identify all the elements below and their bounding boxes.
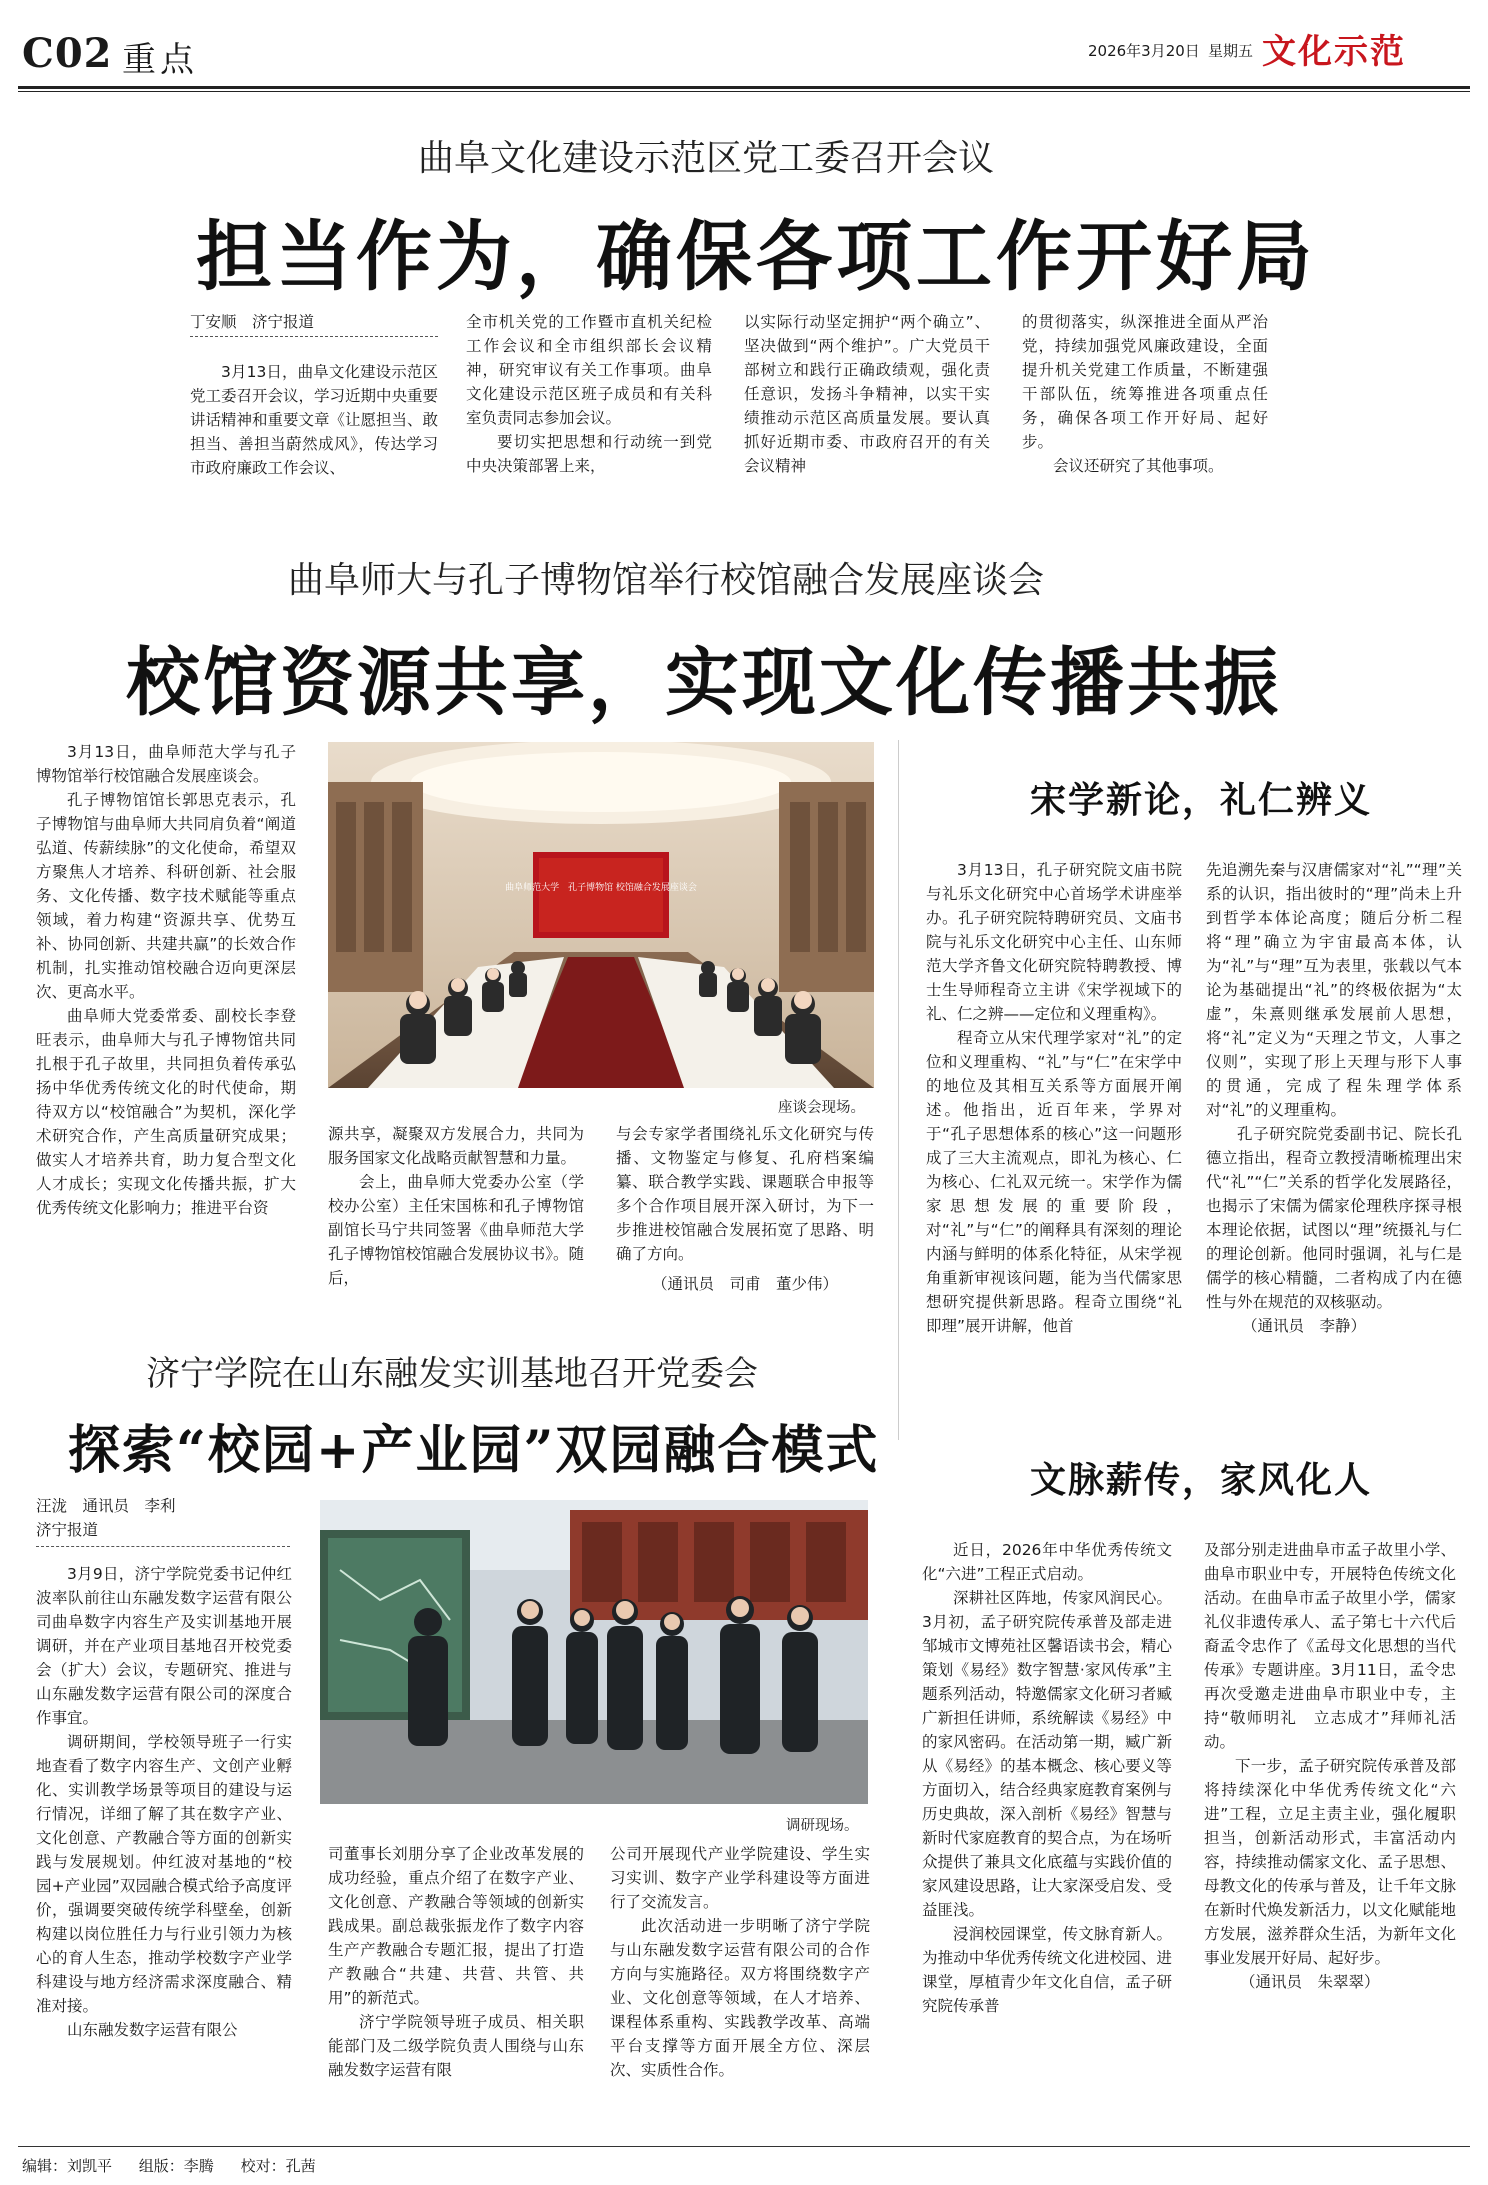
article5-col2-para: 及部分别走进曲阜市孟子故里小学、曲阜市职业中专，开展特色传统文化活动。在曲阜市孟子故里小学，儒家礼仪非遗传承人、孟子第七十六代后裔孟令忠作了《孟母文化思想的当代传承》专题讲座。3月11日，孟令忠再次受邀走进曲阜市职业中专，主持“敬师明礼 立志成才”拜师礼活动。 <box>1204 1541 1456 1751</box>
visit-photo-image <box>320 1500 868 1804</box>
article3-col1-para: 3月13日，孔子研究院文庙书院与礼乐文化研究中心首场学术讲座举办。孔子研究院特聘研究员、文庙书院与礼乐文化研究中心主任、山东师范大学齐鲁文化研究院特聘教授、博士生导师程奇立主讲《宋学视域下的礼、仁之辨——定位和义理重构》。 <box>926 861 1182 1023</box>
article2-col3-para: 与会专家学者围绕礼乐文化研究与传播、文物鉴定与修复、孔府档案编纂、联合教学实践、课题联合申报等多个合作项目展开深入研讨，为下一步推进校馆融合发展拓宽了思路、明确了方向。 <box>616 1125 874 1263</box>
article1-byline-rule <box>190 336 438 337</box>
article4-col1-para: 山东融发数字运营有限公 <box>67 2021 238 2039</box>
article5-credit: （通讯员 朱翠翠） <box>1240 1973 1380 1991</box>
article3-col2 <box>1206 858 1462 1338</box>
article5-col1 <box>922 1538 1172 2018</box>
article3-col1 <box>926 858 1182 1338</box>
article4-byline-rule <box>36 1546 290 1547</box>
article2-kicker: 曲阜师大与孔子博物馆举行校馆融合发展座谈会 <box>288 560 1045 601</box>
article1-col3: 以实际行动坚定拥护“两个确立”、坚决做到“两个维护”。广大党员干部树立和践行正确政绩观，强化责任意识，发扬斗争精神，以实干实绩推动示范区高质量发展。要认真抓好近期市委、市政府召开的有关会议精神 <box>744 313 990 475</box>
column-divider <box>898 740 899 1440</box>
article1-col1: 3月13日，曲阜文化建设示范区党工委召开会议，学习近期中央重要讲话精神和重要文章《让愿担当、敢担当、善担当蔚然成风》，传达学习市政府廉政工作会议、 <box>190 363 439 477</box>
article4-byline-names: 汪泷 通讯员 李利 <box>36 1497 176 1515</box>
header-rule-thin <box>18 91 1470 92</box>
article1-col2-para1: 全市机关党的工作暨市直机关纪检工作会议和全市组织部长会议精神，研究审议有关工作事项。曲阜文化建设示范区班子成员和有关科室负责同志参加会议。 <box>466 313 712 427</box>
article4-byline-place: 济宁报道 <box>36 1521 99 1539</box>
article3-credit: （通讯员 李静） <box>1242 1317 1367 1335</box>
visit-photo <box>320 1500 868 1804</box>
article3-col2-para: 先追溯先秦与汉唐儒家对“礼”“理”关系的认识，指出彼时的“理”尚未上升到哲学本体论高度；随后分析二程将“理”确立为宇宙最高本体，认为“礼”与“理”互为表里，张载以气本论为基础提出“礼”的终极依据为“太虚”，朱熹则继承发展前人思想，将“礼”定义为“天理之节文，人事之仪则”，实现了形上天理与形下人事的贯通，完成了程朱理学体系对“礼”的义理重构。 <box>1206 861 1462 1119</box>
issue-date: 2026年3月20日 <box>1088 42 1200 60</box>
article2-col1 <box>36 740 296 1220</box>
article2-col1-para: 曲阜师大党委常委、副校长李登旺表示，曲阜师大与孔子博物馆共同扎根于孔子故里，共同担负着传承弘扬中华优秀传统文化的时代使命，期待双方以“校馆融合”为契机，深化学术研究合作，产生高质量研究成果；做实人才培养共育，助力复合型文化人才成长；实现文化传播共振，扩大优秀传统文化影响力；推进平台资 <box>36 1007 296 1217</box>
footer-proof: 校对：孔茜 <box>240 2157 316 2175</box>
article2-col2 <box>328 1122 584 1290</box>
article4-col1-para: 调研期间，学校领导班子一行实地查看了数字内容生产、文创产业孵化、实训教学场景等项目的建设与运行情况，详细了解了其在数字产业、文化创意、产教融合等方面的创新实践与发展规划。仲红波对基地的“校园+产业园”双园融合模式给予高度评价，强调要突破传统学科壁垒，创新构建以岗位胜任力与行业引领力为核心的育人生态，推动学校数字产业学科建设与地方经济需求深度融合、精准对接。 <box>36 1733 292 2015</box>
issue-weekday: 星期五 <box>1208 42 1254 60</box>
footer-layout: 组版：李腾 <box>138 2157 214 2175</box>
visit-photo-caption: 调研现场。 <box>786 1818 859 1834</box>
article2-col1-para: 孔子博物馆馆长郭思克表示，孔子博物馆与曲阜师大共同肩负着“阐道弘道、传薪续脉”的文化使命，希望双方聚焦人才培养、科研创新、社会服务、文化传播、数字技术赋能等重点领域，着力构建“资源共享、优势互补、协同创新、共建共赢”的长效合作机制，扎实推动馆校融合迈向更深层次、更高水平。 <box>36 791 296 1001</box>
footer-rule <box>18 2146 1470 2147</box>
footer-credits <box>22 2155 338 2176</box>
article4-col2-para: 司董事长刘朋分享了企业改革发展的成功经验，重点介绍了在数字产业、文化创意、产教融合等领域的创新实践成果。副总裁张振龙作了数字内容生产产教融合专题汇报，提出了打造产教融合“共建、共营、共管、共用”的新范式。 <box>328 1845 584 2007</box>
article1-col4-para2: 会议还研究了其他事项。 <box>1053 457 1224 475</box>
article4-col2 <box>328 1842 584 2082</box>
brand-logo: 文化示范 <box>1262 32 1406 72</box>
article4-col2-para: 济宁学院领导班子成员、相关职能部门及二级学院负责人围绕与山东融发数字运营有限 <box>328 2013 584 2079</box>
article5-col1-para: 深耕社区阵地，传家风润民心。3月初，孟子研究院传承普及部走进邹城市文博苑社区馨语读书会，精心策划《易经》数字智慧·家风传承”主题系列活动，特邀儒家文化研习者臧广新担任讲师，系统解读《易经》中的家风密码。在活动第一期，臧广新从《易经》的基本概念、核心要义等方面切入，结合经典家庭教育案例与历史典故，深入剖析《易经》智慧与新时代家庭教育的契合点，为在场听众提供了兼具文化底蕴与实践价值的家风建设思路，让大家深受启发、受益匪浅。 <box>922 1589 1172 1919</box>
article5-col2 <box>1204 1538 1456 1994</box>
section-name: 重点 <box>122 40 198 80</box>
article4-kicker: 济宁学院在山东融发实训基地召开党委会 <box>146 1354 758 1394</box>
article1-col2 <box>466 310 712 478</box>
article3-col2-para: 孔子研究院党委副书记、院长孔德立指出，程奇立教授清晰梳理出宋代“礼”“仁”关系的哲学化发展路径，也揭示了宋儒为儒家伦理秩序探寻根本理论依据，试图以“理”统摄礼与仁的理论创新。他同时强调，礼与仁是儒学的核心精髓，二者构成了内在德性与外在规范的双核驱动。 <box>1206 1125 1462 1311</box>
article3-subhead: 宋学新论，礼仁辨义 <box>1030 779 1373 821</box>
meeting-photo-image <box>328 742 874 1088</box>
article1-headline: 担当作为，确保各项工作开好局 <box>196 212 1316 301</box>
article2-credit: （通讯员 司甫 董少伟） <box>652 1275 839 1293</box>
article4-col3-para: 此次活动进一步明晰了济宁学院与山东融发数字运营有限公司的合作方向与实施路径。双方将围绕数字产业、文化创意等领域，在人才培养、课程体系重构、实践教学改革、高端平台支撑等方面开展全方位、深层次、实质性合作。 <box>610 1917 870 2079</box>
article1-byline: 丁安顺 济宁报道 <box>190 313 315 331</box>
article1-kicker: 曲阜文化建设示范区党工委召开会议 <box>418 138 995 179</box>
article3-col1-para: 程奇立从宋代理学家对“礼”的定位和义理重构、“礼”与“仁”在宋学中的地位及其相互关系等方面展开阐述。他指出，近百年来，学界对于“孔子思想体系的核心”这一问题形成了三大主流观点，即礼为核心、仁为核心、仁礼双元统一。宋学作为儒家思想发展的重要阶段，对“礼”与“仁”的阐释具有深刻的理论内涵与鲜明的体系化特征，从宋学视角重新审视该问题，能为当代儒家思想研究提供新思路。程奇立围绕“礼即理”展开讲解，他首 <box>926 1029 1182 1335</box>
article1-col4-para1: 的贯彻落实，纵深推进全面从严治党，持续加强党风廉政建设，全面提升机关党建工作质量，不断建强干部队伍，统筹推进各项重点任务，确保各项工作开好局、起好步。 <box>1022 313 1268 451</box>
article4-headline: 探索“校园+产业园”双园融合模式 <box>68 1420 880 1481</box>
article2-col3 <box>616 1122 874 1296</box>
article1-col2-para2: 要切实把思想和行动统一到党中央决策部署上来， <box>466 433 712 475</box>
meeting-photo <box>328 742 874 1088</box>
article4-col1-para: 3月9日，济宁学院党委书记仲红波率队前往山东融发数字运营有限公司曲阜数字内容生产及实训基地开展调研，并在产业项目基地召开校党委会（扩大）会议，专题研究、推进与山东融发数字运营有限公司的深度合作事宜。 <box>36 1565 292 1727</box>
article2-col1-para: 3月13日，曲阜师范大学与孔子博物馆举行校馆融合发展座谈会。 <box>36 743 296 785</box>
photo-banner-text: 曲阜师范大学 孔子博物馆 校馆融合发展座谈会 <box>505 883 697 893</box>
article5-col1-para: 近日，2026年中华优秀传统文化“六进”工程正式启动。 <box>922 1541 1172 1583</box>
article4-col3 <box>610 1842 870 2082</box>
meeting-photo-caption: 座谈会现场。 <box>778 1100 865 1116</box>
article2-col2-para: 源共享，凝聚双方发展合力，共同为服务国家文化战略贡献智慧和力量。 <box>328 1125 584 1167</box>
page-number: C02 <box>22 30 113 77</box>
article1-col4 <box>1022 310 1268 478</box>
article2-col2-para: 会上，曲阜师大党委办公室（学校办公室）主任宋国栋和孔子博物馆副馆长马宁共同签署《曲阜师范大学孔子博物馆校馆融合发展协议书》。随后， <box>328 1173 584 1287</box>
article5-col1-para: 浸润校园课堂，传文脉育新人。为推动中华优秀传统文化进校园、进课堂，厚植青少年文化自信，孟子研究院传承普 <box>922 1925 1172 2015</box>
article4-col1 <box>36 1562 292 2042</box>
header-rule <box>18 86 1470 89</box>
footer-editor: 编辑：刘凯平 <box>22 2157 113 2175</box>
article5-subhead: 文脉薪传，家风化人 <box>1030 1459 1373 1501</box>
article4-byline <box>36 1494 290 1542</box>
article5-col2-para: 下一步，孟子研究院传承普及部将持续深化中华优秀传统文化“六进”工程，立足主责主业，强化履职担当，创新活动形式，丰富活动内容，持续推动儒家文化、孟子思想、母教文化的传承与普及，让千年文脉在新时代焕发新活力，以文化赋能地方发展，滋养群众生活，为新年文化事业发展开好局、起好步。 <box>1204 1757 1456 1967</box>
article4-col3-para: 公司开展现代产业学院建设、学生实习实训、数字产业学科建设等方面进行了交流发言。 <box>610 1845 870 1911</box>
article2-headline: 校馆资源共享，实现文化传播共振 <box>126 640 1281 726</box>
